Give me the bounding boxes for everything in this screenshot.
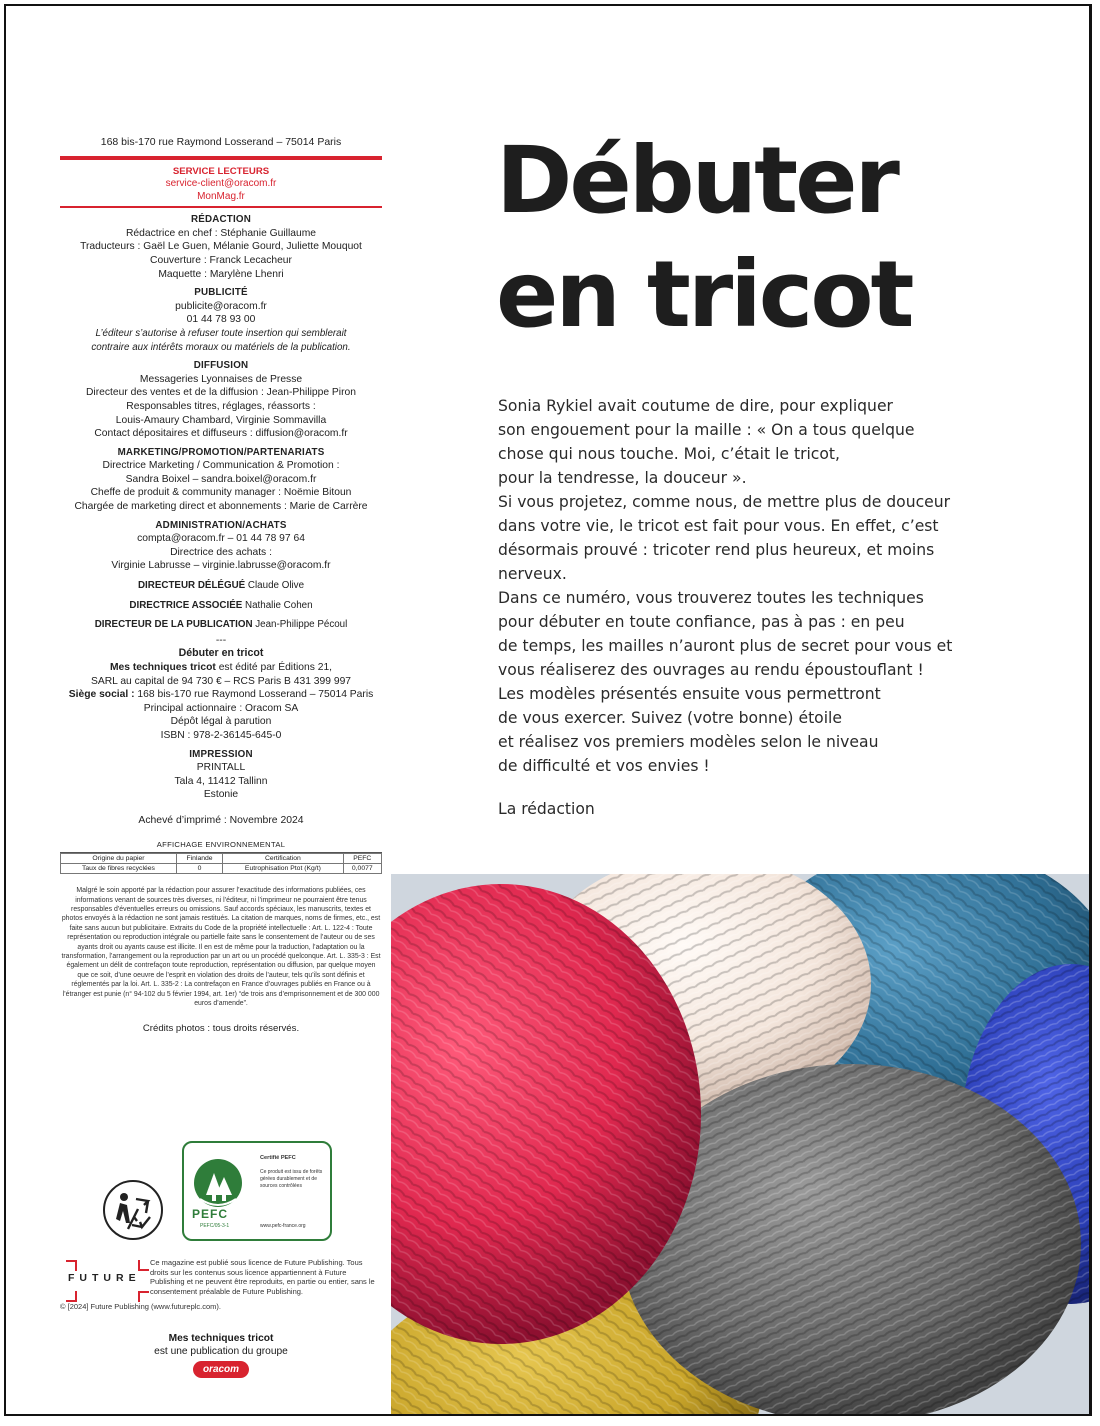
pefc-certified-label: Certifié PEFC — [260, 1155, 296, 1161]
magazine-page — [4, 4, 1092, 1416]
directeur-publication: DIRECTEUR DE LA PUBLICATION Jean-Philippe Pécoul — [94, 619, 348, 631]
intro-line: pour débuter en toute confiance, pas à pas : en peu — [498, 613, 905, 631]
publicite-heading: PUBLICITÉ — [194, 287, 248, 299]
intro-line: Les modèles présentés ensuite vous permettront — [498, 685, 881, 703]
table-cell: Eutrophisation Ptot (Kg/t) — [223, 864, 343, 874]
redaction-line: Rédactrice en chef : Stéphanie Guillaume — [125, 227, 317, 239]
pefc-word: PEFC — [192, 1207, 229, 1221]
marketing-line: Cheffe de produit & community manager : Noëmie Bitoun — [90, 487, 352, 499]
intro-line: Dans ce numéro, vous trouverez toutes les techniques — [498, 589, 924, 607]
publicite-note: contraire aux intérêts moraux ou matériels de la publication. — [91, 341, 351, 353]
intro-line: désormais prouvé : tricoter rend plus heureux, et moins — [498, 541, 935, 559]
publication-line: Siège social : 168 bis-170 rue Raymond Losserand – 75014 Paris — [68, 689, 374, 701]
marketing-line: Sandra Boixel – sandra.boixel@oracom.fr — [125, 473, 317, 485]
intro-line: pour la tendresse, la douceur ». — [498, 469, 747, 487]
oracom-logo: oracom — [193, 1361, 249, 1378]
table-cell: Finlande — [176, 854, 222, 864]
administration-line: Directrice des achats : — [170, 546, 272, 558]
title-line: Débuter — [496, 127, 897, 234]
table-row — [61, 854, 382, 864]
marketing-heading: MARKETING/PROMOTION/PARTENARIATS — [117, 446, 325, 458]
future-copyright: © [2024] Future Publishing (www.futureplc.com). — [60, 1302, 222, 1311]
group-info — [60, 1332, 382, 1378]
colophon — [60, 136, 382, 1036]
signature: La rédaction — [498, 800, 595, 818]
publication-line: Mes techniques tricot est édité par Éditions 21, — [109, 662, 333, 673]
acheve-imprime: Achevé d’imprimé : Novembre 2024 — [138, 814, 304, 826]
publicite-note: L’éditeur s’autorise à refuser toute insertion qui semblerait — [95, 327, 347, 339]
intro-line: nerveux. — [498, 565, 567, 583]
administration-line: Virginie Labrusse – virginie.labrusse@oracom.fr — [111, 560, 331, 572]
intro-line: de difficulté et vos envies ! — [498, 757, 710, 775]
future-corner-mark — [66, 1260, 77, 1271]
service-email: service-client@oracom.fr — [165, 178, 277, 190]
red-divider — [60, 206, 382, 208]
pefc-url: www.pefc-france.org — [260, 1223, 306, 1229]
table-cell: 0,0077 — [343, 864, 381, 874]
group-magazine-name: Mes techniques tricot — [168, 1333, 274, 1344]
pefc-code: PEFC/05-3-1 — [200, 1223, 230, 1229]
marketing-line: Chargée de marketing direct et abonnements : Marie de Carrère — [74, 501, 368, 513]
environment-table — [60, 838, 382, 875]
publication-line: ISBN : 978-2-36145-645-0 — [160, 729, 282, 741]
table-cell: Origine du papier — [61, 854, 177, 864]
intro-line: et réalisez vos premiers modèles selon le niveau — [498, 733, 879, 751]
yarn-photo — [391, 874, 1091, 1414]
intro-line: Si vous projetez, comme nous, de mettre plus de douceur — [498, 493, 951, 511]
table-cell: Taux de fibres recyclées — [61, 864, 177, 874]
diffusion-line: Louis-Amaury Chambard, Virginie Sommavilla — [115, 414, 327, 426]
administration-heading: ADMINISTRATION/ACHATS — [155, 519, 287, 531]
impression-line: Estonie — [203, 789, 239, 801]
future-licence — [60, 1258, 382, 1318]
future-logo: FUTURE — [68, 1272, 141, 1284]
service-site: MonMag.fr — [197, 190, 245, 202]
table-cell: PEFC — [343, 854, 381, 864]
future-corner-mark — [138, 1260, 149, 1271]
redaction-line: Couverture : Franck Lecacheur — [150, 254, 292, 266]
title-line: en tricot — [496, 241, 912, 348]
intro-line: vous réaliserez des ouvrages au rendu époustouflant ! — [498, 661, 924, 679]
environment-grid — [60, 853, 382, 874]
legal-notice: Malgré le soin apporté par la rédaction pour assurer l’exactitude des informations publiées, ces informations venant de sources très diverses, ni l’éditeur, ni l’imprimeur ne pourraient être tenus responsables d’éventuelles erreurs ou omissions. Sauf accords spéciaux, les manuscrits, textes et photos envoyés à la rédaction ne sont jamais restitués. La citation de marques, noms de firmes, etc., est faite sans aucun but publicitaire. Extraits du Code de la propriété intellectuelle : Art. L. 122-4 : Toute représentation ou reproduction intégrale ou partielle faite sans le consentement de l’auteur ou de ses ayants droit ou ayants cause est illicite. Il en est de même pour la traduction, l’adaptation ou la transformation, l’arrangement ou la reproduction par un art ou un procédé quelconque. Art. L. 335-3 : Est également un délit de contrefaçon toute reproduction, représentation ou diffusion, par quelque moyen que ce soit, d’une oeuvre de l’esprit en violation des droits de l’auteur, tels qu’ils sont définis et réglementés par la loi. Art. L. 335-2 : La contrefaçon en France d’ouvrages publiés en France ou à l’étranger est punie (n° 94-102 du 5 février 1994, art. 1er) “de trois ans d’emprisonnement et de 300 000 euros d’amende”. — [61, 887, 381, 1007]
table-cell: 0 — [176, 864, 222, 874]
photo-credits: Crédits photos : tous droits réservés. — [142, 1023, 300, 1035]
service-heading: SERVICE LECTEURS — [172, 165, 270, 177]
directeur-delegue: DIRECTEUR DÉLÉGUÉ Claude Olive — [137, 580, 305, 592]
environment-title: AFFICHAGE ENVIRONNEMENTAL — [60, 838, 382, 854]
directrice-associee: DIRECTRICE ASSOCIÉE Nathalie Cohen — [129, 599, 313, 611]
intro-line: de vous exercer. Suivez (votre bonne) étoile — [498, 709, 842, 727]
publication-line: Dépôt légal à parution — [170, 716, 272, 728]
future-licence-text: Ce magazine est publié sous licence de Future Publishing. Tous droits sur les contenus sous licence appartiennent à Future Publishing et ne peuvent être reproduits, en partie ou entier, sans le consentement préalable de Future Publishing. — [150, 1258, 375, 1296]
intro-line: dans votre vie, le tricot est fait pour vous. En effet, c’est — [498, 517, 939, 535]
diffusion-heading: DIFFUSION — [193, 360, 249, 372]
yarn-balls-illustration — [391, 874, 1091, 1414]
intro-line: de temps, les mailles n’auront plus de secret pour vous et — [498, 637, 953, 655]
redaction-line: Traducteurs : Gaël Le Guen, Mélanie Gourd, Juliette Mouquot — [80, 241, 362, 253]
diffusion-line: Directeur des ventes et de la diffusion : Jean-Philippe Piron — [86, 387, 356, 399]
future-corner-mark — [66, 1291, 77, 1302]
diffusion-line: Contact dépositaires et diffuseurs : diffusion@oracom.fr — [94, 428, 348, 440]
table-cell: Certification — [223, 854, 343, 864]
impression-line: PRINTALL — [196, 762, 246, 774]
publication-title: Débuter en tricot — [178, 647, 264, 660]
impression-heading: IMPRESSION — [189, 748, 253, 760]
impression-line: Tala 4, 11412 Tallinn — [174, 775, 268, 787]
diffusion-line: Responsables titres, réglages, réassorts : — [126, 400, 316, 412]
diffusion-line: Messageries Lyonnaises de Presse — [139, 373, 303, 385]
publication-line: Principal actionnaire : Oracom SA — [143, 702, 299, 714]
publicite-line: publicite@oracom.fr — [175, 300, 267, 312]
redaction-line: Maquette : Marylène Lhenri — [158, 268, 284, 280]
redaction-heading: RÉDACTION — [190, 214, 252, 226]
future-corner-mark — [138, 1291, 149, 1302]
publication-line: SARL au capital de 94 730 € – RCS Paris B 431 399 997 — [90, 675, 352, 687]
pefc-certification-badge — [182, 1141, 332, 1241]
intro-line: son engouement pour la maille : « On a tous quelque — [498, 421, 915, 439]
page-title — [496, 124, 1056, 352]
separator: --- — [215, 634, 227, 646]
intro-line: Sonia Rykiel avait coutume de dire, pour expliquer — [498, 397, 893, 415]
group-line: est une publication du groupe — [154, 1346, 288, 1357]
triman-recycling-icon — [102, 1179, 164, 1241]
publicite-line: 01 44 78 93 00 — [186, 314, 256, 326]
intro-text — [498, 394, 1058, 778]
table-row — [61, 864, 382, 874]
pefc-description: Ce produit est issu de forêts gérées durablement et de sources contrôlées — [260, 1169, 323, 1189]
intro-line: chose qui nous touche. Moi, c’était le tricot, — [498, 445, 840, 463]
administration-line: compta@oracom.fr – 01 44 78 97 64 — [137, 533, 305, 545]
service-lecteurs — [60, 160, 382, 207]
publisher-address: 168 bis-170 rue Raymond Losserand – 75014 Paris — [100, 136, 342, 148]
marketing-line: Directrice Marketing / Communication & Promotion : — [102, 460, 340, 472]
certification-logos — [102, 1141, 342, 1251]
